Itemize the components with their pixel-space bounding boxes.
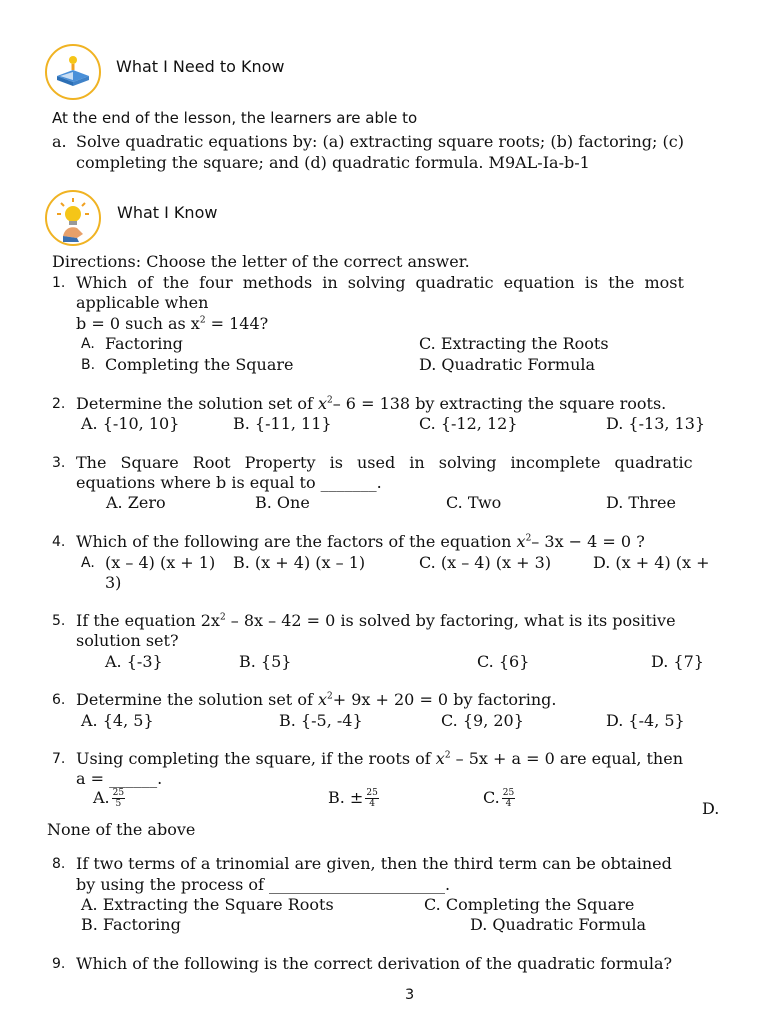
choice-letter: A. bbox=[81, 336, 95, 352]
q8-line-2: by using the process of ______________________. bbox=[76, 875, 451, 894]
q3-line-1: The Square Root Property is used in solving incomplete quadratic bbox=[76, 453, 693, 472]
question-number: 7. bbox=[52, 751, 66, 767]
objective-letter: a. bbox=[52, 132, 67, 151]
q3-line-2: equations where b is equal to _______. bbox=[76, 473, 382, 492]
q7-choice-d: D. bbox=[702, 799, 720, 818]
q3-choice-a: A. Zero bbox=[106, 493, 166, 512]
q2-choice-a: A. {-10, 10} bbox=[81, 414, 180, 433]
q1-choice-d: D. Quadratic Formula bbox=[419, 355, 596, 374]
q8-choice-d: D. Quadratic Formula bbox=[470, 915, 647, 934]
question-number: 5. bbox=[52, 613, 66, 629]
q5-choice-b: B. {5} bbox=[239, 652, 292, 671]
q4-stem: Which of the following are the factors of the equation $x^2-$ 3x − 4 = 0 ? bbox=[76, 532, 645, 551]
q7-line-2: a = ______. bbox=[76, 769, 163, 788]
q1-choice-c: C. Extracting the Roots bbox=[419, 334, 609, 353]
choice-letter: B. bbox=[81, 357, 96, 373]
question-number: 3. bbox=[52, 455, 66, 471]
q1-line-1: Which of the four methods in solving quadratic equation is the most bbox=[76, 273, 684, 292]
q7-choice-b: B. ± $\frac{25}{4}$ bbox=[328, 788, 378, 809]
q6-stem: Determine the solution set of $x^2+ 9x + 20 = 0$ by factoring. bbox=[76, 690, 557, 709]
q7-stem: Using completing the square, if the roots of $x^2 - 5x + a = 0$ are equal, then bbox=[76, 749, 683, 768]
q2-choice-d: D. {-13, 13} bbox=[606, 414, 706, 433]
q4-choice-d-continued: 3) bbox=[105, 573, 122, 592]
section-title-need-to-know: What I Need to Know bbox=[116, 57, 285, 76]
q8-choice-b: B. Factoring bbox=[81, 915, 181, 934]
q7-choice-c: C. $\frac{25}{4}$ bbox=[483, 788, 515, 809]
q2-choice-b: B. {-11, 11} bbox=[233, 414, 332, 433]
section-icon-circle bbox=[45, 190, 101, 246]
q2-stem: Determine the solution set of $x^2-$ 6 = 138 by extracting the square roots. bbox=[76, 394, 667, 413]
q6-choice-d: D. {-4, 5} bbox=[606, 711, 685, 730]
q4-choice-b: B. (x + 4) (x – 1) bbox=[233, 553, 366, 572]
thinking-lightbulb-icon bbox=[47, 192, 99, 244]
question-number: 6. bbox=[52, 692, 66, 708]
objectives-intro: At the end of the lesson, the learners are able to bbox=[52, 109, 418, 127]
directions: Directions: Choose the letter of the correct answer. bbox=[52, 252, 470, 271]
fraction: $\frac{25}{4}$ bbox=[502, 788, 515, 809]
q5-line-2: solution set? bbox=[76, 631, 179, 650]
q4-choice-d: D. (x + 4) (x + bbox=[593, 553, 710, 572]
q1-line-2: applicable when bbox=[76, 293, 209, 312]
section-title-what-i-know: What I Know bbox=[117, 203, 218, 222]
q9-line-1: Which of the following is the correct derivation of the quadratic formula? bbox=[76, 954, 673, 973]
question-number: 9. bbox=[52, 956, 66, 972]
q6-choice-a: A. {4, 5} bbox=[81, 711, 154, 730]
q3-choice-c: C. Two bbox=[446, 493, 502, 512]
q7-choice-a: A. $\frac{25}{5}$ bbox=[93, 788, 125, 809]
section-icon-circle bbox=[45, 44, 101, 100]
q8-choice-c: C. Completing the Square bbox=[424, 895, 635, 914]
book-lightbulb-icon bbox=[47, 46, 99, 98]
q5-choice-a: A. {-3} bbox=[105, 652, 163, 671]
question-number: 1. bbox=[52, 275, 66, 291]
page-number: 3 bbox=[405, 987, 415, 1003]
objective-line-2: completing the square; and (d) quadratic formula. M9AL-Ia-b-1 bbox=[76, 153, 590, 172]
q4-choice-a: (x – 4) (x + 1) bbox=[105, 553, 216, 572]
q3-choice-d: D. Three bbox=[606, 493, 676, 512]
q6-choice-c: C. {9, 20} bbox=[441, 711, 524, 730]
fraction: $\frac{25}{4}$ bbox=[366, 788, 378, 809]
q3-choice-b: B. One bbox=[255, 493, 310, 512]
fraction: $\frac{25}{5}$ bbox=[112, 788, 125, 809]
choice-letter: A. bbox=[81, 555, 95, 571]
question-number: 4. bbox=[52, 534, 66, 550]
q6-choice-b: B. {-5, -4} bbox=[279, 711, 363, 730]
q8-line-1: If two terms of a trinomial are given, then the third term can be obtained bbox=[76, 854, 672, 873]
q8-choice-a: A. Extracting the Square Roots bbox=[81, 895, 334, 914]
q4-choice-c: C. (x – 4) (x + 3) bbox=[419, 553, 552, 572]
q1-choice-b: Completing the Square bbox=[105, 355, 294, 374]
q5-choice-c: C. {6} bbox=[477, 652, 530, 671]
question-number: 8. bbox=[52, 856, 66, 872]
q5-stem: If the equation $2x^2 - 8x - 42 = 0$ is solved by factoring, what is its positive bbox=[76, 611, 676, 630]
q7-choice-d-continued: None of the above bbox=[47, 820, 196, 839]
objective-line-1: Solve quadratic equations by: (a) extracting square roots; (b) factoring; (c) bbox=[76, 132, 684, 151]
q2-choice-c: C. {-12, 12} bbox=[419, 414, 518, 433]
q1-choice-a: Factoring bbox=[105, 334, 183, 353]
question-number: 2. bbox=[52, 396, 66, 412]
q5-choice-d: D. {7} bbox=[651, 652, 704, 671]
q1-line-3: b = 0 such as $x^2 = 144$? bbox=[76, 314, 269, 333]
